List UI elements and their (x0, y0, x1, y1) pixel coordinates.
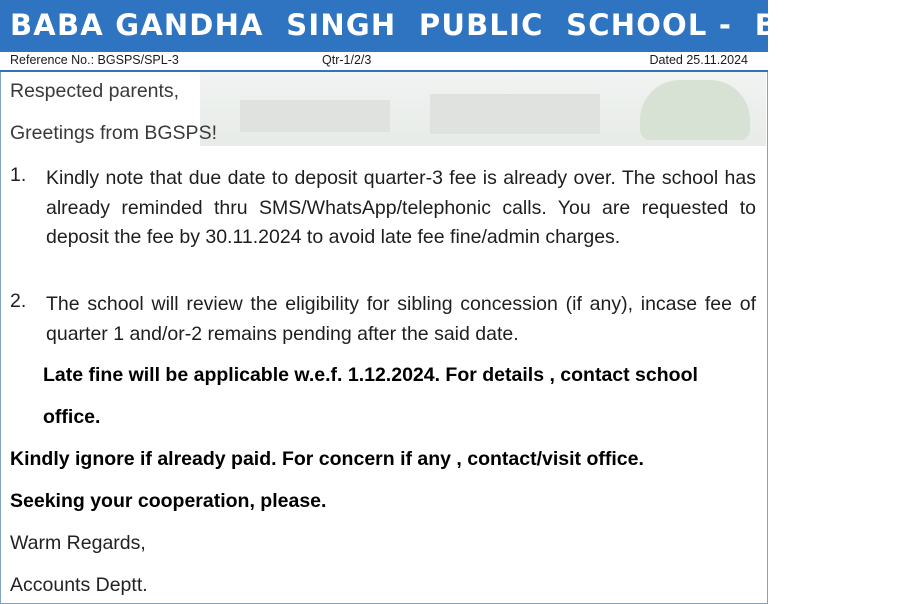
item-text: The school will review the eligibility for sibling concession (if any), incase fee of quarter 1 and/or-2 remains pending after the said date. (46, 293, 756, 345)
school-building-watermark (200, 72, 766, 146)
item-number: 2. (10, 290, 27, 312)
closing: Warm Regards, (10, 532, 146, 554)
item-number: 1. (10, 164, 27, 186)
school-name: BABA GANDHA SINGH PUBLIC SCHOOL - BARNALA (10, 8, 918, 42)
reference-bar (0, 52, 768, 72)
greeting: Greetings from BGSPS! (10, 122, 217, 144)
list-item (10, 290, 756, 349)
late-fine-note: Late fine will be applicable w.e.f. 1.12.2024. For details , contact school office. (43, 364, 698, 428)
quarter-label: Qtr-1/2/3 (322, 53, 372, 67)
signature: Accounts Deptt. (10, 574, 148, 596)
salutation: Respected parents, (10, 80, 180, 102)
ignore-note: Kindly ignore if already paid. For concern if any , contact/visit office. (10, 448, 644, 470)
list-item (10, 164, 756, 253)
reference-number: Reference No.: BGSPS/SPL-3 (10, 53, 179, 67)
cooperation-note: Seeking your cooperation, please. (10, 490, 327, 512)
item-text: Kindly note that due date to deposit quarter-3 fee is already over. The school has already reminded thru SMS/WhatsApp/telephonic calls. You are requested to deposit the fee by 30.11.2024 to avoid late fee fine/admin charges. (46, 167, 756, 248)
school-header (0, 0, 918, 52)
notice-date: Dated 25.11.2024 (649, 53, 748, 67)
